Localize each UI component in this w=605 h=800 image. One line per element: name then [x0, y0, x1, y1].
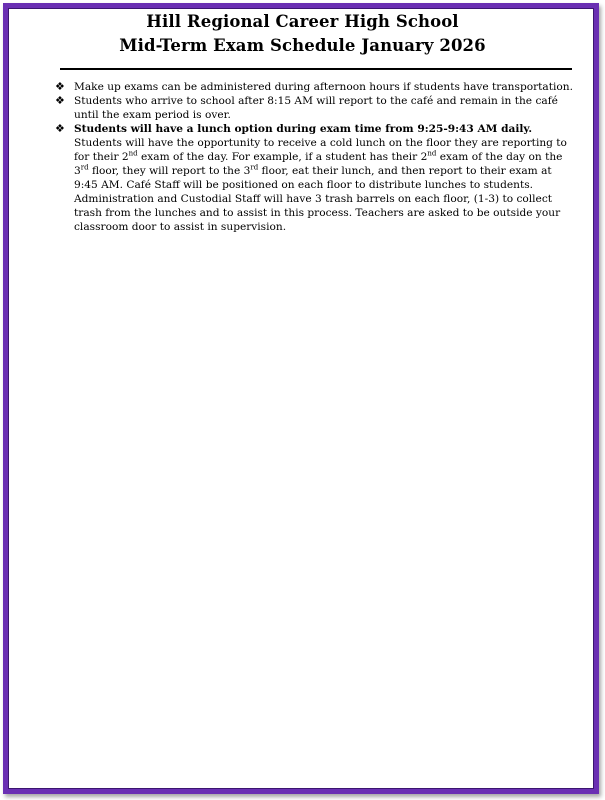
lunch-text-part5: floor, eat their lunch, and then report to their exam at 9:45 AM. Café Staff will be positioned on each floor to distribute lunches to students. Administration and Custodial Staff will have 3 trash barrels on each floor, (1-3) to collect trash from the lunches and to assist in this process. Teachers are asked to be outside your classroom door to assist in supervision. [74, 165, 561, 233]
ordinal-suffix: nd [128, 149, 138, 158]
ordinal-suffix: rd [80, 163, 89, 172]
header-divider [60, 68, 572, 70]
late-arrival-text: Students who arrive to school after 8:15 AM will report to the café and remain in the café until the exam period is over. [74, 95, 558, 121]
document-header [60, 10, 545, 58]
ordinal-suffix: rd [250, 163, 259, 172]
four-diamond-icon: ❖ [55, 122, 65, 135]
lunch-text-part3: exam of the day on the 3 [74, 151, 563, 177]
schedule-title: Mid-Term Exam Schedule January 2026 [119, 36, 486, 55]
school-name: Hill Regional Career High School [146, 12, 459, 31]
lunch-option-heading: Students will have a lunch option during exam time from 9:25-9:43 AM daily. [74, 123, 533, 135]
ordinal-suffix: nd [427, 149, 437, 158]
list-item [55, 94, 575, 122]
lunch-text-part1: Students will have the opportunity to receive a cold lunch on the floor they are reporting to for their 2 [74, 137, 567, 163]
lunch-text-part4: floor, they will report to the 3 [88, 165, 251, 177]
four-diamond-icon: ❖ [55, 80, 65, 93]
list-item [55, 80, 575, 94]
lunch-text-part2: exam of the day. For example, if a student has their 2 [137, 151, 428, 163]
list-item [55, 122, 575, 234]
notice-list [55, 80, 575, 234]
four-diamond-icon: ❖ [55, 94, 65, 107]
makeup-exams-text: Make up exams can be administered during afternoon hours if students have transportation. [74, 81, 573, 93]
